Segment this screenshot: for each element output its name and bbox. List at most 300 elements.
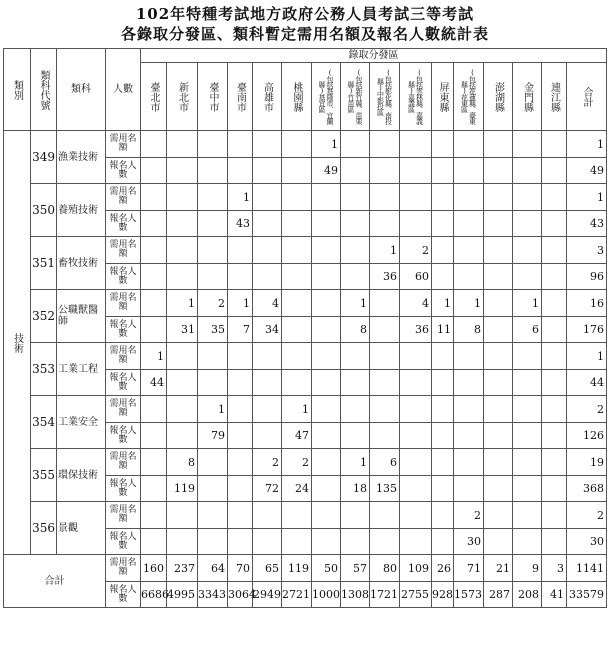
data-cell: 16 <box>567 290 607 317</box>
data-cell <box>228 158 253 184</box>
data-cell <box>542 184 567 211</box>
data-cell <box>253 184 282 211</box>
data-cell: 4 <box>400 290 432 317</box>
subject-code: 354 <box>31 396 57 449</box>
data-cell <box>400 396 432 423</box>
data-cell <box>282 158 312 184</box>
data-cell <box>312 184 341 211</box>
data-cell <box>198 370 228 396</box>
data-cell <box>141 237 167 264</box>
data-cell <box>454 158 484 184</box>
data-cell: 44 <box>141 370 167 396</box>
subject-code: 356 <box>31 502 57 555</box>
data-cell <box>141 423 167 449</box>
subject-name: 工業安全 <box>57 396 106 449</box>
data-cell <box>253 502 282 529</box>
data-cell: 1 <box>198 396 228 423</box>
data-cell <box>513 370 542 396</box>
total-cell: 109 <box>400 555 432 582</box>
data-cell <box>312 529 341 555</box>
document-subtitle: 各錄取分發區、類科暫定需用名額及報名人數統計表 <box>120 25 489 43</box>
data-cell <box>484 529 513 555</box>
data-cell <box>141 290 167 317</box>
data-cell <box>370 131 400 158</box>
data-cell <box>484 502 513 529</box>
data-cell <box>253 264 282 290</box>
header-region: 桃園縣 <box>282 63 312 131</box>
total-cell: 237 <box>167 555 198 582</box>
subject-name: 養殖技術 <box>57 184 106 237</box>
data-cell <box>370 317 400 343</box>
total-cell: 33579 <box>567 582 607 608</box>
data-cell <box>484 317 513 343</box>
data-cell <box>400 131 432 158</box>
total-cell: 1721 <box>370 582 400 608</box>
total-cell: 928 <box>432 582 454 608</box>
header-people: 人數 <box>106 49 141 131</box>
total-cell: 71 <box>454 555 484 582</box>
data-cell <box>484 449 513 476</box>
data-cell <box>228 476 253 502</box>
data-cell <box>432 343 454 370</box>
data-cell <box>253 396 282 423</box>
total-cell: 21 <box>484 555 513 582</box>
total-cell: 41 <box>542 582 567 608</box>
header-region: 合計 <box>567 63 607 131</box>
table-row <box>4 396 607 423</box>
data-cell: 135 <box>370 476 400 502</box>
subject-code: 352 <box>31 290 57 343</box>
data-cell <box>454 396 484 423</box>
data-cell <box>400 476 432 502</box>
data-cell <box>167 211 198 237</box>
data-cell <box>253 529 282 555</box>
data-cell: 2 <box>282 449 312 476</box>
total-cell: 3343 <box>198 582 228 608</box>
data-cell: 2 <box>198 290 228 317</box>
data-cell: 79 <box>198 423 228 449</box>
data-cell <box>341 158 370 184</box>
header-region: 高雄市 <box>253 63 282 131</box>
data-cell: 3 <box>567 237 607 264</box>
data-cell <box>400 502 432 529</box>
total-cell: 70 <box>228 555 253 582</box>
data-cell: 368 <box>567 476 607 502</box>
data-cell <box>341 237 370 264</box>
row-label-apply: 報名人數 <box>106 370 141 396</box>
data-cell <box>141 449 167 476</box>
data-cell <box>513 449 542 476</box>
data-cell <box>484 264 513 290</box>
data-cell <box>167 396 198 423</box>
document-title: 102年特種考試地方政府公務人員考試三等考試 <box>135 5 475 23</box>
row-label-apply: 報名人數 <box>106 423 141 449</box>
total-cell: 57 <box>341 555 370 582</box>
data-cell <box>167 502 198 529</box>
data-cell <box>513 237 542 264</box>
data-cell <box>513 131 542 158</box>
data-cell: 8 <box>454 317 484 343</box>
table-row <box>4 343 607 370</box>
subject-name: 公職獸醫師 <box>57 290 106 343</box>
data-cell <box>400 370 432 396</box>
data-cell <box>542 502 567 529</box>
data-cell: 11 <box>432 317 454 343</box>
data-cell <box>484 396 513 423</box>
data-cell <box>513 343 542 370</box>
data-cell <box>282 264 312 290</box>
header-region: 臺南市 <box>228 63 253 131</box>
header-region-group: 錄取分發區 <box>141 49 607 63</box>
data-cell <box>341 131 370 158</box>
data-cell <box>198 476 228 502</box>
data-cell <box>454 211 484 237</box>
data-cell <box>370 184 400 211</box>
row-label-apply: 報名人數 <box>106 476 141 502</box>
header-region: 金門縣 <box>513 63 542 131</box>
data-cell: 1 <box>567 131 607 158</box>
data-cell: 176 <box>567 317 607 343</box>
data-cell <box>542 264 567 290</box>
total-cell: 26 <box>432 555 454 582</box>
data-cell <box>167 131 198 158</box>
data-cell <box>341 211 370 237</box>
data-cell <box>400 343 432 370</box>
data-cell <box>198 158 228 184</box>
row-label-need: 需用名額 <box>106 555 141 582</box>
total-cell: 65 <box>253 555 282 582</box>
data-cell: 60 <box>400 264 432 290</box>
data-cell <box>167 158 198 184</box>
data-cell <box>253 158 282 184</box>
data-cell <box>312 264 341 290</box>
data-cell: 8 <box>341 317 370 343</box>
data-cell <box>432 502 454 529</box>
data-cell: 1 <box>228 290 253 317</box>
data-cell <box>454 131 484 158</box>
data-cell <box>228 264 253 290</box>
total-cell: 1308 <box>341 582 370 608</box>
data-cell <box>432 476 454 502</box>
data-cell <box>542 449 567 476</box>
header-region: 屏東縣 <box>432 63 454 131</box>
data-cell <box>432 529 454 555</box>
data-cell: 6 <box>370 449 400 476</box>
row-label-need: 需用名額 <box>106 131 141 158</box>
data-cell <box>341 423 370 449</box>
data-cell: 2 <box>567 502 607 529</box>
data-cell <box>542 211 567 237</box>
data-cell <box>228 396 253 423</box>
data-cell <box>228 529 253 555</box>
data-cell <box>312 396 341 423</box>
data-cell <box>454 264 484 290</box>
data-cell: 35 <box>198 317 228 343</box>
data-cell <box>400 449 432 476</box>
data-cell <box>370 502 400 529</box>
total-cell: 1573 <box>454 582 484 608</box>
header-region: (包括基隆市、宜蘭縣)基宜區 <box>312 63 341 131</box>
header-category: 類別 <box>4 49 31 131</box>
data-cell <box>282 343 312 370</box>
total-cell: 208 <box>513 582 542 608</box>
data-cell: 119 <box>167 476 198 502</box>
header-subject: 類科 <box>57 49 106 131</box>
data-cell <box>484 343 513 370</box>
data-cell: 1 <box>312 131 341 158</box>
data-cell <box>432 264 454 290</box>
data-cell <box>141 476 167 502</box>
table-row <box>4 449 607 476</box>
data-cell <box>454 184 484 211</box>
table-row <box>4 290 607 317</box>
data-cell <box>513 502 542 529</box>
data-cell <box>370 290 400 317</box>
data-cell <box>542 370 567 396</box>
total-cell: 64 <box>198 555 228 582</box>
data-cell <box>167 264 198 290</box>
data-cell: 44 <box>567 370 607 396</box>
subject-name: 景觀 <box>57 502 106 555</box>
total-cell: 1141 <box>567 555 607 582</box>
data-cell <box>484 211 513 237</box>
data-cell <box>400 423 432 449</box>
data-cell <box>542 396 567 423</box>
data-cell <box>542 423 567 449</box>
total-cell: 1000 <box>312 582 341 608</box>
subject-name: 環保技術 <box>57 449 106 502</box>
data-cell <box>141 529 167 555</box>
subject-name: 漁業技術 <box>57 131 106 184</box>
data-cell <box>282 370 312 396</box>
data-cell <box>370 211 400 237</box>
data-cell <box>253 423 282 449</box>
data-cell <box>312 237 341 264</box>
total-cell: 3064 <box>228 582 253 608</box>
data-cell <box>282 184 312 211</box>
data-cell <box>141 317 167 343</box>
data-cell <box>141 264 167 290</box>
subject-code: 353 <box>31 343 57 396</box>
total-cell: 4995 <box>167 582 198 608</box>
data-cell <box>141 211 167 237</box>
total-cell: 6686 <box>141 582 167 608</box>
row-label-apply: 報名人數 <box>106 158 141 184</box>
data-cell <box>484 370 513 396</box>
data-cell: 30 <box>567 529 607 555</box>
row-label-need: 需用名額 <box>106 184 141 211</box>
data-cell <box>400 529 432 555</box>
data-cell: 72 <box>253 476 282 502</box>
data-cell <box>513 264 542 290</box>
subject-code: 355 <box>31 449 57 502</box>
data-cell: 49 <box>567 158 607 184</box>
data-cell <box>341 184 370 211</box>
data-cell: 1 <box>282 396 312 423</box>
data-cell <box>253 343 282 370</box>
data-cell <box>432 449 454 476</box>
header-region: (包括新竹縣、苗栗縣)竹苗區 <box>341 63 370 131</box>
total-cell: 9 <box>513 555 542 582</box>
header-code: 類科代號 <box>31 49 57 131</box>
data-cell <box>228 131 253 158</box>
data-cell: 2 <box>454 502 484 529</box>
data-cell: 2 <box>400 237 432 264</box>
data-cell: 30 <box>454 529 484 555</box>
data-cell <box>312 476 341 502</box>
header-region: 連江縣 <box>542 63 567 131</box>
data-cell <box>484 237 513 264</box>
data-cell <box>198 237 228 264</box>
data-cell <box>454 343 484 370</box>
total-cell: 287 <box>484 582 513 608</box>
data-cell <box>484 184 513 211</box>
category-cell: 技術 <box>4 131 31 555</box>
data-cell: 18 <box>341 476 370 502</box>
data-cell <box>484 131 513 158</box>
data-cell <box>542 131 567 158</box>
data-cell <box>253 211 282 237</box>
data-cell <box>341 529 370 555</box>
row-label-need: 需用名額 <box>106 343 141 370</box>
data-cell <box>432 158 454 184</box>
data-cell <box>432 131 454 158</box>
data-cell <box>542 158 567 184</box>
row-label-need: 需用名額 <box>106 449 141 476</box>
header-region: 臺北市 <box>141 63 167 131</box>
data-cell <box>370 396 400 423</box>
data-cell <box>513 184 542 211</box>
data-cell <box>282 211 312 237</box>
data-cell <box>454 476 484 502</box>
data-cell <box>341 343 370 370</box>
subject-code: 351 <box>31 237 57 290</box>
data-cell <box>454 370 484 396</box>
data-cell <box>370 343 400 370</box>
data-cell <box>312 423 341 449</box>
data-cell <box>282 290 312 317</box>
data-cell <box>282 237 312 264</box>
subject-code: 350 <box>31 184 57 237</box>
data-cell <box>198 211 228 237</box>
data-cell <box>341 502 370 529</box>
data-cell <box>370 529 400 555</box>
total-cell: 80 <box>370 555 400 582</box>
data-cell <box>312 343 341 370</box>
data-cell: 49 <box>312 158 341 184</box>
total-cell: 3 <box>542 555 567 582</box>
data-cell <box>400 211 432 237</box>
row-label-need: 需用名額 <box>106 396 141 423</box>
data-cell <box>167 237 198 264</box>
data-cell: 7 <box>228 317 253 343</box>
data-cell <box>513 529 542 555</box>
data-cell <box>198 184 228 211</box>
row-label-need: 需用名額 <box>106 237 141 264</box>
header-region: (包括花蓮縣、臺東縣)花東區 <box>454 63 484 131</box>
data-cell <box>454 449 484 476</box>
data-cell: 43 <box>567 211 607 237</box>
data-cell <box>370 370 400 396</box>
data-cell <box>141 158 167 184</box>
data-cell <box>484 423 513 449</box>
data-cell <box>228 237 253 264</box>
row-label-apply: 報名人數 <box>106 317 141 343</box>
data-cell: 1 <box>567 343 607 370</box>
header-region: (包括雲林縣、嘉義縣)嘉義區 <box>400 63 432 131</box>
total-cell: 119 <box>282 555 312 582</box>
data-cell <box>141 502 167 529</box>
data-cell <box>312 370 341 396</box>
data-cell <box>513 158 542 184</box>
total-cell: 50 <box>312 555 341 582</box>
data-cell: 2 <box>253 449 282 476</box>
row-label-apply: 報名人數 <box>106 529 141 555</box>
statistics-table <box>3 48 607 608</box>
data-cell: 1 <box>513 290 542 317</box>
data-cell <box>312 449 341 476</box>
data-cell <box>312 211 341 237</box>
data-cell <box>198 343 228 370</box>
data-cell <box>432 237 454 264</box>
data-cell <box>542 237 567 264</box>
data-cell <box>484 476 513 502</box>
data-cell <box>141 184 167 211</box>
data-cell: 19 <box>567 449 607 476</box>
data-cell: 24 <box>282 476 312 502</box>
data-cell <box>198 449 228 476</box>
data-cell <box>542 290 567 317</box>
data-cell <box>167 343 198 370</box>
total-cell: 2755 <box>400 582 432 608</box>
header-region: 澎湖縣 <box>484 63 513 131</box>
total-row <box>4 555 607 582</box>
data-cell <box>198 529 228 555</box>
data-cell: 1 <box>228 184 253 211</box>
data-cell <box>167 529 198 555</box>
data-cell <box>432 370 454 396</box>
data-cell: 43 <box>228 211 253 237</box>
row-label-need: 需用名額 <box>106 502 141 529</box>
data-cell <box>198 131 228 158</box>
data-cell <box>513 211 542 237</box>
data-cell <box>141 396 167 423</box>
subject-code: 349 <box>31 131 57 184</box>
data-cell <box>253 131 282 158</box>
data-cell <box>542 317 567 343</box>
data-cell: 31 <box>167 317 198 343</box>
data-cell: 1 <box>341 449 370 476</box>
row-label-apply: 報名人數 <box>106 264 141 290</box>
data-cell <box>228 449 253 476</box>
total-cell: 2721 <box>282 582 312 608</box>
data-cell <box>312 502 341 529</box>
data-cell: 2 <box>567 396 607 423</box>
data-cell <box>400 184 432 211</box>
data-cell <box>312 317 341 343</box>
data-cell <box>341 264 370 290</box>
data-cell: 1 <box>341 290 370 317</box>
data-cell <box>228 370 253 396</box>
subject-name: 畜牧技術 <box>57 237 106 290</box>
data-cell <box>167 184 198 211</box>
total-cell: 160 <box>141 555 167 582</box>
data-cell <box>282 502 312 529</box>
total-cell: 2949 <box>253 582 282 608</box>
data-cell <box>432 211 454 237</box>
data-cell <box>370 423 400 449</box>
data-cell <box>432 423 454 449</box>
